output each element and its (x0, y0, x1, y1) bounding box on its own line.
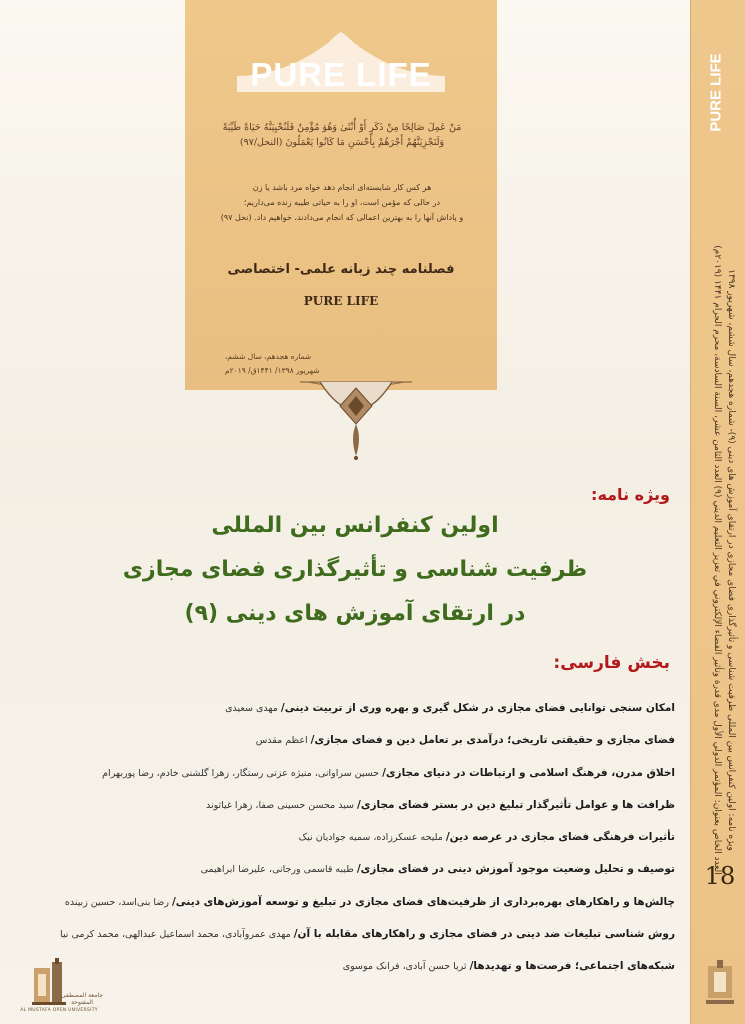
journal-type: فصلنامه چند زبانه علمی- اختصاصی (227, 262, 455, 277)
translation-line: در حالی که مؤمن است، او را به حیاتی طیبه زنده می‌داریم؛ (243, 198, 441, 207)
article-title: ظرافت ها و عوامل تأثیرگذار تبلیغ دین در بستر فضای مجازی/ (357, 798, 675, 811)
issue-info (225, 350, 455, 378)
spine-caption (698, 200, 738, 920)
university-name-en: AL MUSTAFA OPEN UNIVERSITY (20, 1008, 98, 1013)
article-title: امکان سنجی توانایی فضای مجازی در شکل گیری و بهره وری از تربیت دینی/ (280, 702, 675, 714)
university-name-ar: جامعة المصطفى المفتوحة (61, 992, 103, 1006)
issue-line: شهریور ۱۳۹۸/ ۱۴۴۱ق/ ۲۰۱۹م (225, 366, 320, 375)
spine-logo-text: PURE LIFE (707, 53, 725, 132)
verse-line: مَنْ عَمِلَ صَالِحًا مِنْ ذَكَرٍ أَوْ أُنْثَىٰ وَهُوَ مُؤْمِنٌ فَلَنُحْيِيَنَّهُ حَيَاةً طَيِّبَةً (222, 122, 462, 133)
spine-caption-line: ویژه نامه: اولین کنفرانس بین المللی ظرفیت شناسی و تأثیرگذاری فضای مجازی در ارتقای آموزش های دینی (۹)- شماره هجدهم، سال ششم، شهریور ۱۳۹۸ (726, 269, 736, 851)
toc-item[interactable] (20, 918, 675, 950)
article-authors: حسین سراوانی، منیژه عزتی رستگار، زهرا گلشنی خادم، رضا پوربهرام (102, 767, 383, 779)
article-authors: طیبه قاسمی ورجانی، علیرضا ابراهیمی (200, 864, 357, 876)
journal-name: PURE LIFE (303, 294, 379, 308)
article-title: شبکه‌های اجتماعی؛ فرصت‌ها و تهدیدها/ (469, 960, 675, 973)
article-authors: ثریا حسن آبادی، فرانک موسوی (342, 961, 470, 973)
toc-item[interactable] (20, 789, 675, 821)
university-emblem-icon (704, 960, 736, 1006)
article-authors: مهدی سعیدی (225, 703, 281, 714)
toc-item[interactable] (20, 724, 675, 756)
journal-logo: PURE LIFE (250, 56, 432, 93)
persian-section-label: بخش فارسی: (553, 653, 670, 673)
conference-title (40, 504, 670, 636)
cover-header-panel (185, 0, 497, 390)
translation-line: و پاداش آنها را به بهترین اعمالی که انجام می‌دادند، خواهیم داد. (نحل ۹۷) (220, 213, 464, 222)
article-authors: سید محسن حسینی صفا، زهرا غیاثوند (205, 799, 358, 811)
toc-item[interactable] (20, 853, 675, 885)
article-title: فضای مجازی و حقیقتی تاریخی؛ درآمدی بر تعامل دین و فضای مجازی/ (310, 734, 675, 747)
article-title: چالش‌ها و راهکارهای بهره‌برداری از ظرفیت‌های فضای مجازی در تبلیغ و توسعه آموزش‌های دینی/ (171, 895, 675, 908)
verse-line: وَلَنَجْزِيَنَّهُمْ أَجْرَهُمْ بِأَحْسَنِ مَا كَانُوا يَعْمَلُونَ (النحل/۹۷) (239, 137, 445, 148)
toc-item[interactable] (20, 950, 675, 982)
toc-item[interactable] (20, 692, 675, 724)
headline-line: ظرفیت شناسی و تأثیرگذاری فضای مجازی (122, 557, 588, 582)
article-title: توصیف و تحلیل وضعیت موجود آموزش دینی در فضای مجازی/ (356, 863, 675, 876)
special-issue-label: ویژه نامه: (591, 485, 670, 504)
issue-line: شماره هجدهم، سال ششم، (225, 352, 312, 361)
table-of-contents (20, 692, 675, 983)
headline-line: در ارتقای آموزش های دینی (۹) (184, 601, 526, 626)
toc-item[interactable] (20, 886, 675, 918)
article-authors: ملیحه عسکرزاده، سمیه جوادیان نیک (298, 832, 446, 844)
article-title: روش شناسی تبلیغات ضد دینی در فضای مجازی و راهکارهای مقابله با آن/ (293, 928, 675, 941)
toc-item[interactable] (20, 757, 675, 789)
page-number: 18 (704, 862, 736, 890)
university-logo (14, 958, 104, 1020)
spine-logo (700, 53, 730, 138)
article-authors: اعظم مقدس (255, 735, 311, 747)
verse-translation (215, 180, 469, 225)
ornament-icon (300, 378, 412, 460)
article-title: اخلاق مدرن، فرهنگ اسلامی و ارتباطات در دنیای مجازی/ (382, 766, 675, 779)
article-authors: رضا بنی‌اسد، حسین زبینده (64, 896, 172, 908)
translation-line: هر کس کار شایسته‌ای انجام دهد خواه مرد باشد یا زن (252, 183, 432, 192)
spine-caption-line: العدد الخاص بعنوان: المؤتمر الدولي الأول مدى قدرة وتأثير الفضاء الإلكتروني في تعزيز التعليم الديني (۹) العدد الثامن عشر، السنة السادسة، محرم الحرام ۱۴۴۱ (۲۰۱۹م) (712, 245, 722, 875)
article-title: تأثیرات فرهنگی فضای مجازی در عرصه دین/ (445, 831, 675, 844)
quran-verse (215, 120, 469, 150)
headline-line: اولین کنفرانس بین المللی (211, 513, 499, 538)
toc-item[interactable] (20, 821, 675, 853)
article-authors: مهدی عمروآبادی، محمد اسماعیل عبدالهی، محمد کرمی نیا (60, 929, 294, 941)
